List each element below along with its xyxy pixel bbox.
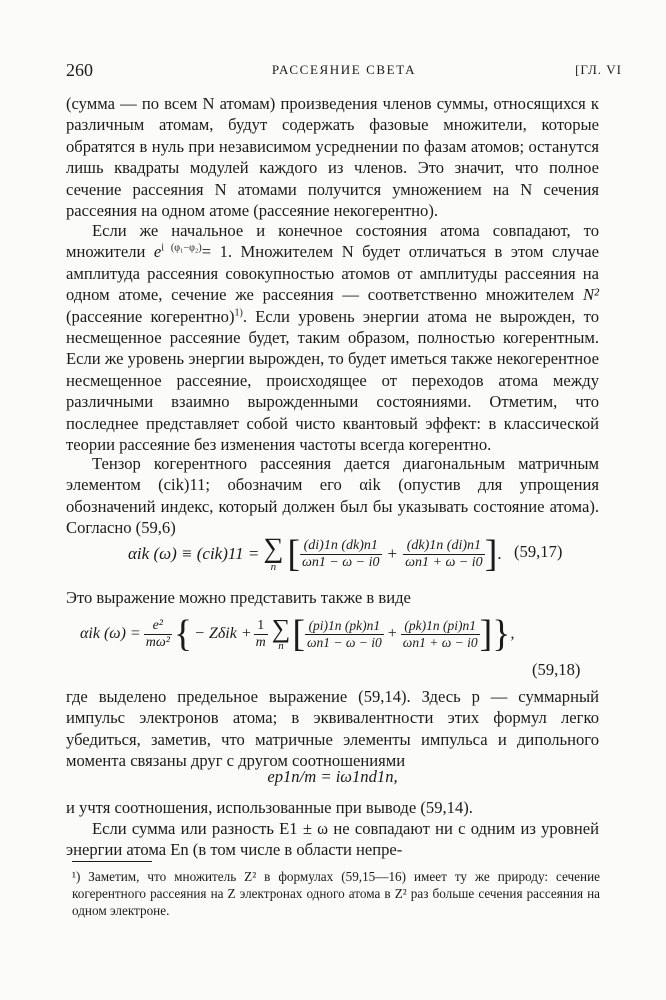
equation-number: (59,18) <box>532 660 581 679</box>
paragraph-6: и учтя соотношения, использованные при выводе (59,14). <box>66 798 473 817</box>
paragraph-7: Если сумма или разность E1 ± ω не совпадают ни с одним из уровней энергии атома En (в том числе в области непре- <box>66 819 599 860</box>
equation-59-18: αik (ω) = $\frac{\text{e²}}{\text{mω²}}$ { − Zδik + $\frac{1}{m}$ ∑ n [ $\frac{(pi)1n (pk)n1}{\omega n1 - \omega - i0}$ + $\frac{(pk)1n (pi)n1}{\omega n1 + \omega - i0}$ ] } , (59,18) <box>80 613 581 679</box>
paragraph-2: Если же начальное и конечное состояния атома совпадают, то множители $e^{i (\varphi_1-\varphi_2)}= 1$. Множителем N будет отличаться в этом случае амплитуда рассеяния совокупностью атомов от амплитуды рассеяния на одном атоме, сечение же рассеяния — соответственно множителем N² (рассеяние когерентно)$^{1)}$. Если уровень энергии атома не вырожден, то несмещенное рассеяние будет, таким образом, полностью когерентным. Если же уровень энергии вырожден, то будет иметься также некогерентное несмещенное рассеяние, происходящее от переходов атома между различными взаимно вырожденными состояниями. Отметим, что последнее представляет собой чисто квантовый эффект: в классической теории рассеяние без изменения частоты всегда когерентно. <box>66 221 600 455</box>
paragraph-5: где выделено предельное выражение (59,14). Здесь p — суммарный импульс электронов атома; в эквивалентности этих формул легко убедиться, заметив, что матричные элементы импульса и дипольного момента связаны друг с другом соотношениями <box>66 687 599 771</box>
equation-59-17: αik (ω) ≡ (cik)11 = ∑ n [ $\frac{(di)1n (dk)n1}{\omega n1 - \omega - i0}$ + $\frac{(dk)1n (di)n1}{\omega n1 + \omega - i0}$ ] . (59,17) <box>128 532 563 575</box>
paragraph-4: Это выражение можно представить также в виде <box>66 588 411 607</box>
equation-number: (59,17) <box>514 542 563 561</box>
phase-exponent: i (φ₁−φ₂) <box>161 242 202 254</box>
chapter-label: [ГЛ. VI <box>575 62 622 77</box>
footnote-mark: 1) <box>234 307 243 319</box>
equation-momentum-dipole: ep1n/m = iω1nd1n, <box>267 767 398 786</box>
footnote: ¹) Заметим, что множитель Z² в формулах (59,15—16) имеет ту же природу: сечение когерентного рассеяния на Z электронах одного атома в Z² раз больше сечения рассеяния на одном электроне. <box>72 869 600 919</box>
paragraph-1: (сумма — по всем N атомам) произведения членов суммы, относящихся к различным атомам, будут содержать фазовые множители, которые обратятся в нуль при независимом усреднении по фазам атомов; останутся лишь квадраты модулей каждого из членов. Это значит, что полное сечение рассеяния N атомами получится умножением на N сечения рассеяния на одном атоме (рассеяние некогерентно). <box>66 94 599 221</box>
page-number: 260 <box>66 60 93 80</box>
running-header <box>66 60 622 84</box>
footnote-rule <box>72 861 152 862</box>
paragraph-3: Тензор когерентного рассеяния дается диагональным матричным элементом (cik)11; обозначим его αik (опустив для упрощения обозначений индекс, который должен был бы указывать состояние атома). Согласно (59,6) <box>66 454 599 538</box>
running-title: РАССЕЯНИЕ СВЕТА <box>271 62 417 77</box>
